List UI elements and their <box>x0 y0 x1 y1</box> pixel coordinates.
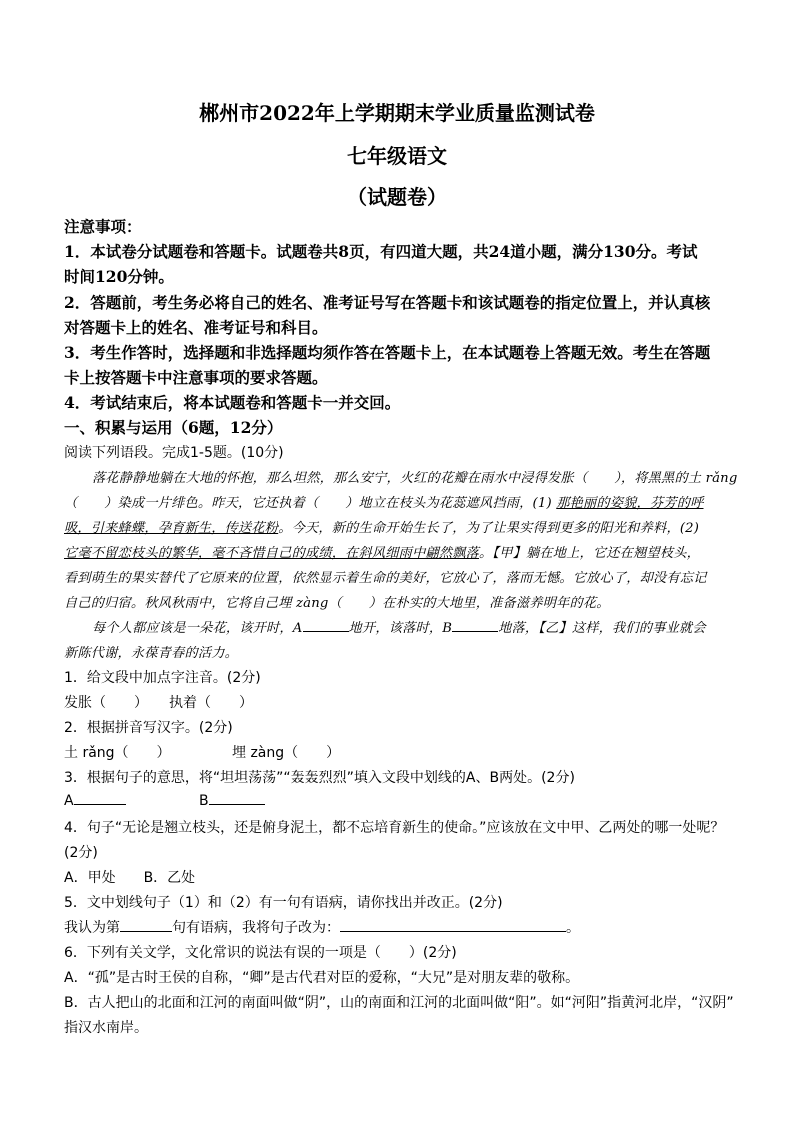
notice-line: 3．考生作答时，选择题和非选择题均须作答在答题卡上，在本试题卷上答题无效。考生在答题 <box>64 343 711 362</box>
question-6: 6．下列有关文学，文化常识的说法有误的一项是（ ）(2分) <box>64 945 457 961</box>
question-4-options: A．甲处 B．乙处 <box>64 870 196 886</box>
passage-line: （ ）染成一片绯色。昨天，它还执着（ ）地立在枝头为花蕊遮风挡雨，(1) 那艳丽的姿貌，芬芳的呼 <box>64 496 704 511</box>
question-3-answer-b: B <box>199 792 265 809</box>
question-6-option-a: A．“孤”是古时王侯的自称，“卿”是古代君对臣的爱称，“大兄”是对朋友辈的敬称。 <box>64 970 580 986</box>
question-4: 4．句子“无论是翘立枝头，还是俯身泥土，都不忘培育新生的使命。”应该放在文中甲、乙两处的哪一处呢？ <box>64 820 725 836</box>
answer-blank <box>74 792 126 805</box>
question-6-option-b-cont: 指汉水南岸。 <box>64 1020 148 1036</box>
answer-blank <box>340 919 566 932</box>
question-3: 3．根据句子的意思，将“坦坦荡荡”“轰轰烈烈”填入文段中划线的A、B两处。(2分) <box>64 770 575 786</box>
notice-line: 时间120分钟。 <box>64 267 174 286</box>
exam-subtitle: 七年级语文 <box>347 144 447 168</box>
notice-line: 2．答题前，考生务必将自己的姓名、准考证号写在答题卡和该试题卷的指定位置上，并认真核 <box>64 293 711 312</box>
question-2: 2．根据拼音写汉字。(2分) <box>64 720 233 736</box>
notice-line: 卡上按答题卡中注意事项的要求答题。 <box>64 368 328 387</box>
notice-heading: 注意事项： <box>64 217 142 236</box>
notice-line: 对答题卡上的姓名、准考证号和科目。 <box>64 318 328 337</box>
passage-line: 每个人都应该是一朵花，该开时，A 地开，该落时，B 地落，【乙】这样，我们的事业就会 <box>92 621 706 636</box>
answer-blank <box>120 919 172 932</box>
answer-blank <box>209 792 265 805</box>
underlined-sentence-1: 那艳丽的姿貌，芬芳的呼 <box>556 496 704 511</box>
question-4-score: (2分) <box>64 845 98 861</box>
section-heading: 一、积累与运用（6题，12分） <box>64 418 283 437</box>
notice-line: 1．本试卷分试题卷和答题卡。试题卷共8页，有四道大题，共24道小题，满分130分。考试 <box>64 242 698 261</box>
passage-line: 它毫不留恋枝头的繁华，毫不吝惜自己的成绩，在斜风细雨中翩然飘落。【甲】躺在地上，它还在翘望枝头， <box>64 546 701 561</box>
question-5: 5．文中划线句子（1）和（2）有一句有语病，请你找出并改正。(2分) <box>64 895 503 911</box>
question-2-answer-2: 埋 zàng（ ） <box>232 745 341 761</box>
question-5-answer: 我认为第 句有语病，我将句子改为： 。 <box>64 920 580 936</box>
underlined-sentence-1: 吸，引来蜂蝶，孕育新生，传送花粉 <box>64 521 279 536</box>
passage-line: 落花静静地躺在大地的怀抱，那么坦然，那么安宁，火红的花瓣在雨水中浸得发胀（ ），将黑黑的土 rǎng <box>92 471 738 486</box>
section-intro: 阅读下列语段。完成1-5题。(10分) <box>64 445 284 461</box>
passage-line: 看到萌生的果实替代了它原来的位置，依然显示着生命的美好，它放心了，落而无憾。它放心了，却没有忘记 <box>64 571 707 586</box>
question-1-answer: 发胀（ ） 执着（ ） <box>64 695 253 711</box>
passage-line: 吸，引来蜂蝶，孕育新生，传送花粉。今天，新的生命开始生长了，为了让果实得到更多的阳光和养料，(2) <box>64 521 700 536</box>
question-6-option-b: B．古人把山的北面和江河的南面叫做“阴”，山的南面和江河的北面叫做“阳”。如“河阳”指黄河北岸，“汉阴” <box>64 995 734 1011</box>
passage-line: 自己的归宿。秋风秋雨中，它将自己埋 zàng（ ）在朴实的大地里，准备滋养明年的花。 <box>64 596 610 611</box>
blank-b <box>452 619 498 632</box>
question-2-answer-1: 土 rǎng（ ） <box>64 745 171 761</box>
question-3-answer-a: A <box>64 792 126 809</box>
exam-title: 郴州市2022年上学期期末学业质量监测试卷 <box>199 101 595 125</box>
blank-a <box>303 619 349 632</box>
exam-tag: （试题卷） <box>347 185 447 209</box>
underlined-sentence-2: 它毫不留恋枝头的繁华，毫不吝惜自己的成绩，在斜风细雨中翩然飘落 <box>64 546 480 561</box>
question-1: 1．给文段中加点字注音。(2分) <box>64 670 261 686</box>
notice-line: 4．考试结束后，将本试题卷和答题卡一并交回。 <box>64 393 401 412</box>
passage-line: 新陈代谢，永葆青春的活力。 <box>64 646 239 661</box>
